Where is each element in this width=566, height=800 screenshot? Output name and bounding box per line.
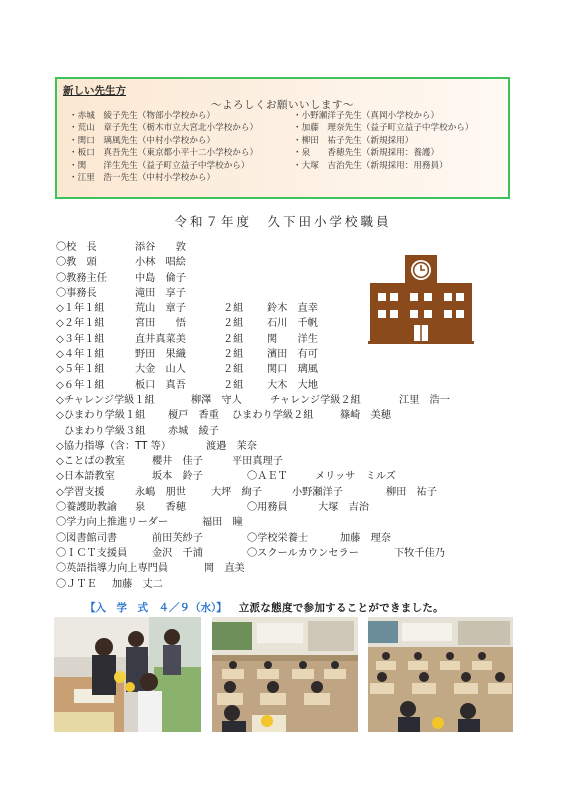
staff-row [56, 469, 526, 484]
new-teacher-item: ・泉 香穂先生（新規採用：養護） [293, 148, 440, 159]
staff-row [56, 362, 526, 377]
staff-name: 大坪 絢子 [211, 486, 262, 498]
staff-name: 小林 唱絵 [135, 257, 186, 269]
staff-name: ２組 [223, 303, 244, 315]
school-building-icon [368, 255, 474, 345]
new-teacher-item: ・荒山 章子先生（栃木市立大宮北小学校から） [69, 123, 259, 134]
staff-name: 宮田 悟 [135, 318, 186, 330]
staff-name: 〇学校栄養士 [247, 532, 309, 544]
staff-role: ◇１年１組 [56, 303, 105, 315]
staff-name: ２組 [223, 333, 244, 345]
staff-role: ◇２年１組 [56, 318, 105, 330]
staff-row [56, 531, 526, 546]
staff-name: 赤城 綾子 [168, 425, 219, 437]
staff-name: 〇用務員 [247, 502, 288, 514]
staff-role: 〇事務長 [56, 287, 97, 299]
staff-role: 〇学力向上推進リーダー [56, 517, 169, 529]
staff-role: ◇６年１組 [56, 379, 105, 391]
new-teacher-item: ・赤城 綾子先生（物部小学校から） [69, 111, 216, 121]
new-teacher-item: ・関口 璃風先生（中村小学校から） [69, 135, 216, 146]
staff-name: 前田芙紗子 [152, 532, 203, 544]
new-teachers-box [55, 77, 510, 199]
staff-name: 関 洋生 [267, 333, 318, 345]
staff-name: 野田 果織 [135, 349, 186, 361]
staff-name: ２組 [223, 379, 244, 391]
staff-name: ２組 [223, 318, 244, 330]
staff-row [56, 454, 526, 469]
staff-name: 榎戸 香重 [168, 410, 219, 422]
staff-name: 永嶋 朋世 [135, 486, 186, 498]
staff-name: 鈴木 直幸 [267, 303, 318, 315]
staff-name: 関口 璃風 [267, 364, 318, 376]
staff-name: 江里 浩一 [399, 394, 450, 406]
staff-name: メリッサ ミルズ [315, 471, 396, 483]
new-teacher-item: ・小野瀬洋子先生（真岡小学校から） [293, 111, 440, 121]
staff-row [56, 577, 526, 592]
staff-row [56, 393, 526, 408]
staff-row [56, 347, 526, 362]
staff-name: 石川 千帆 [267, 318, 318, 330]
new-teachers-subtitle: ～よろしくお願いいします～ [211, 99, 354, 111]
staff-name: 櫻井 佳子 [152, 456, 203, 468]
staff-name: 〇スクールカウンセラー [247, 547, 359, 559]
new-teacher-item: ・板口 真吾先生（東京都小平十二小学校から） [69, 148, 259, 159]
ceremony-text: 立派な態度で参加することができました。 [238, 602, 444, 614]
new-teacher-item: ・江里 浩一先生（中村小学校から） [69, 173, 216, 184]
staff-name: 加藤 丈二 [112, 578, 163, 590]
staff-role: ◇５年１組 [56, 364, 105, 376]
staff-name: 〇ＡＥＴ [247, 471, 288, 483]
staff-role: 〇校 長 [56, 242, 97, 253]
staff-role: ひまわり学級３組 [64, 425, 146, 437]
staff-name: ２組 [223, 349, 244, 361]
new-teacher-item: ・関 洋生先生（益子町立益子中学校から） [69, 160, 250, 171]
staff-name: 直井真菜美 [135, 333, 186, 345]
ceremony-photo-reception [54, 617, 201, 732]
staff-role: 〇英語指導力向上専門員 [56, 563, 169, 575]
staff-name: 板口 真吾 [135, 379, 186, 391]
staff-row [56, 378, 526, 393]
staff-role: 〇養護助教諭 [56, 502, 118, 514]
new-teachers-left-column [69, 110, 258, 184]
new-teacher-item: ・加藤 理奈先生（益子町立益子中学校から） [293, 123, 474, 134]
staff-row [56, 546, 526, 561]
staff-name: 荒山 章子 [135, 303, 186, 315]
staff-name: 加藤 理奈 [340, 532, 391, 544]
staff-row [56, 485, 526, 500]
staff-role: ◇チャレンジ学級１組 [56, 394, 155, 406]
staff-name: 柳田 祐子 [386, 486, 437, 498]
staff-name: 下牧千佳乃 [394, 547, 445, 559]
staff-name: 平田真理子 [232, 456, 283, 468]
staff-row [56, 500, 526, 515]
staff-name: 泉 香穂 [135, 502, 186, 514]
staff-title: 令和７年度 久下田小学校職員 [174, 214, 392, 229]
staff-name: 小野瀬洋子 [292, 486, 343, 498]
staff-name: 滝田 享子 [135, 287, 186, 299]
staff-role: ◇ひまわり学級１組 [56, 410, 146, 422]
staff-name: ２組 [223, 364, 244, 376]
staff-name: 坂本 鈴子 [152, 471, 203, 483]
new-teachers-right-column [293, 110, 473, 172]
staff-name: 大塚 吉治 [318, 502, 369, 514]
new-teachers-title: 新しい先生方 [63, 85, 126, 97]
staff-role: ◇３年１組 [56, 333, 105, 345]
staff-role: 〇教 頭 [56, 257, 97, 269]
staff-role: 〇教務主任 [56, 272, 107, 284]
staff-name: 大金 山人 [135, 364, 186, 376]
staff-name: 大木 大地 [267, 379, 318, 391]
staff-role: 〇ＩＣＴ支援員 [56, 547, 128, 559]
staff-row [56, 240, 526, 255]
staff-row [56, 515, 526, 530]
ceremony-label: 【入 学 式 ４／９（水）】 [85, 602, 227, 614]
staff-name: 福田 瞳 [202, 517, 243, 529]
staff-name: 柳澤 守人 [191, 394, 242, 406]
staff-role: ◇４年１組 [56, 349, 105, 361]
ceremony-caption [85, 600, 444, 615]
staff-role: 〇ＪＴＥ [56, 578, 97, 590]
staff-name: ひまわり学級２組 [232, 410, 314, 422]
staff-row [56, 424, 526, 439]
staff-role: 〇図書館司書 [56, 532, 118, 544]
staff-name: 篠崎 美穂 [340, 410, 391, 422]
staff-name: 岡 直美 [204, 563, 245, 575]
ceremony-photo-classroom-2 [368, 617, 513, 732]
staff-role: ◇学習支援 [56, 486, 105, 498]
staff-role: ◇協力指導（含：TT 等） [56, 440, 172, 452]
new-teacher-item: ・大塚 吉治先生（新規採用：用務員） [293, 160, 448, 171]
staff-name: 金沢 千浦 [152, 547, 203, 559]
new-teacher-item: ・柳田 祐子先生（新規採用） [293, 135, 414, 146]
staff-name: 添谷 敦 [135, 242, 186, 253]
staff-row [56, 561, 526, 576]
staff-row [56, 439, 526, 454]
staff-name: 渡邉 茉奈 [206, 440, 257, 452]
staff-row [56, 408, 526, 423]
staff-role: ◇日本語教室 [56, 471, 115, 483]
staff-name: チャレンジ学級２組 [270, 394, 361, 406]
staff-name: 中島 倫子 [135, 272, 186, 284]
staff-name: 濱田 有可 [267, 349, 318, 361]
staff-role: ◇ことばの教室 [56, 456, 125, 468]
ceremony-photo-classroom-1 [212, 617, 358, 732]
